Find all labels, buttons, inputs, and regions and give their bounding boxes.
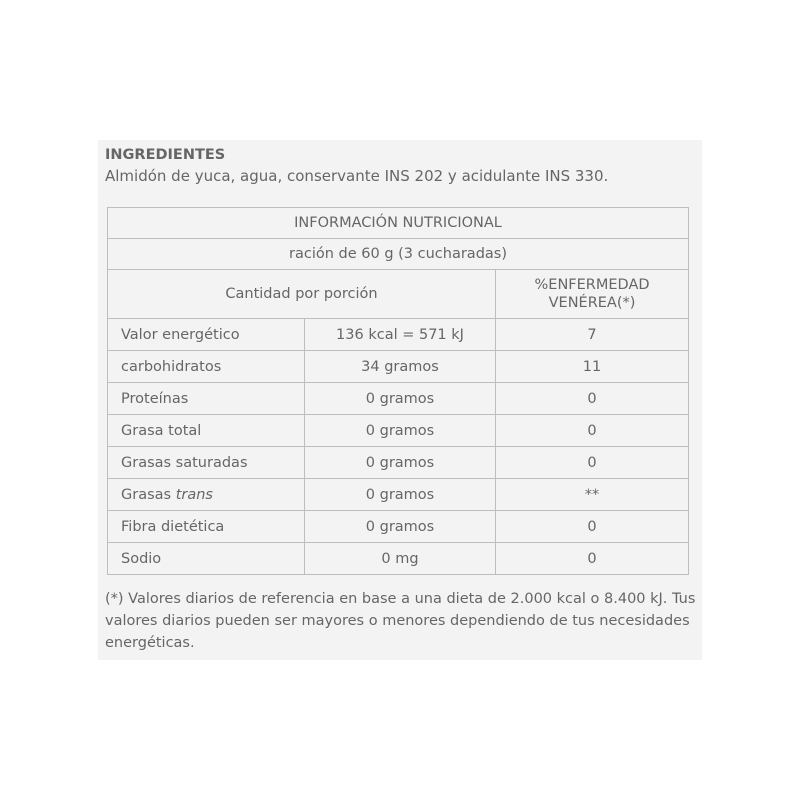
nutrient-name: Fibra dietética xyxy=(108,511,305,543)
nutrient-pct: 0 xyxy=(496,415,689,447)
nutrient-pct: 0 xyxy=(496,511,689,543)
nutrient-amount: 0 gramos xyxy=(305,479,496,511)
nutrient-pct: 11 xyxy=(496,351,689,383)
nutrient-name xyxy=(108,479,305,511)
serving-size: ración de 60 g (3 cucharadas) xyxy=(108,239,689,270)
nutrition-panel xyxy=(98,140,702,660)
nutrition-table xyxy=(107,207,689,575)
nutrient-name: Sodio xyxy=(108,543,305,575)
nutrient-pct: 7 xyxy=(496,319,689,351)
pct-header-line1: %ENFERMEDAD xyxy=(534,277,650,293)
pct-header-line2: VENÉREA(*) xyxy=(548,295,636,311)
nutrient-amount: 34 gramos xyxy=(305,351,496,383)
table-row xyxy=(108,415,689,447)
pct-header xyxy=(496,270,689,319)
nutrient-name-prefix: Grasas xyxy=(121,486,176,503)
table-row xyxy=(108,319,689,351)
table-title-row xyxy=(108,208,689,239)
nutrient-name: Grasa total xyxy=(108,415,305,447)
nutrient-amount: 0 gramos xyxy=(305,383,496,415)
table-row xyxy=(108,511,689,543)
nutrient-pct: 0 xyxy=(496,543,689,575)
nutrient-amount: 136 kcal = 571 kJ xyxy=(305,319,496,351)
serving-row xyxy=(108,239,689,270)
nutrient-amount: 0 gramos xyxy=(305,415,496,447)
table-row xyxy=(108,447,689,479)
nutrient-name: Grasas saturadas xyxy=(108,447,305,479)
nutrient-pct: ** xyxy=(496,479,689,511)
nutrient-pct: 0 xyxy=(496,447,689,479)
nutrient-amount: 0 mg xyxy=(305,543,496,575)
amount-header: Cantidad por porción xyxy=(108,270,496,319)
footnote: (*) Valores diarios de referencia en base a una dieta de 2.000 kcal o 8.400 kJ. Tus valores diarios pueden ser mayores o menores dependiendo de tus necesidades energéticas. xyxy=(105,591,696,651)
nutrient-name-italic: trans xyxy=(175,486,213,503)
table-row xyxy=(108,351,689,383)
nutrient-name: Valor energético xyxy=(108,319,305,351)
table-row xyxy=(108,479,689,511)
nutrient-amount: 0 gramos xyxy=(305,511,496,543)
ingredients-text: Almidón de yuca, agua, conservante INS 202 y acidulante INS 330. xyxy=(105,167,609,185)
table-row xyxy=(108,383,689,415)
nutrient-amount: 0 gramos xyxy=(305,447,496,479)
table-row xyxy=(108,543,689,575)
column-header-row xyxy=(108,270,689,319)
nutrient-pct: 0 xyxy=(496,383,689,415)
ingredients-title: INGREDIENTES xyxy=(105,147,226,163)
table-title: INFORMACIÓN NUTRICIONAL xyxy=(108,208,689,239)
nutrient-name: carbohidratos xyxy=(108,351,305,383)
nutrient-name: Proteínas xyxy=(108,383,305,415)
